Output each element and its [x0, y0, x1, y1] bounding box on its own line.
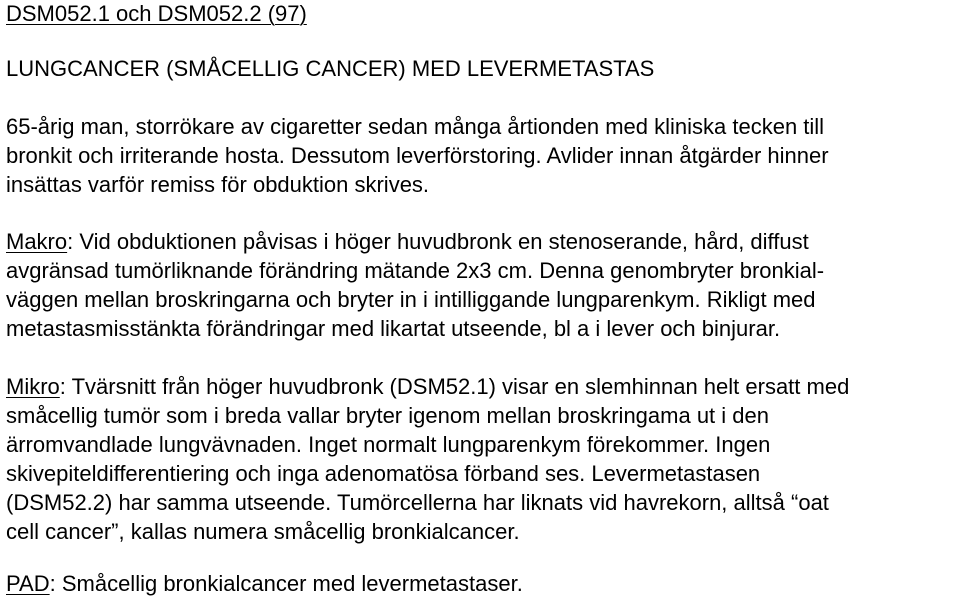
mikro-text: : Tvärsnitt från höger huvudbronk (DSM52.1) visar en slemhinnan helt ersatt med — [59, 374, 850, 399]
mikro-line: skivepiteldifferentiering och inga adenomatösa förband ses. Levermetastasen — [6, 461, 761, 486]
pad-text: : Småcellig bronkialcancer med levermetastaser. — [49, 571, 523, 596]
document-title: LUNGCANCER (SMÅCELLIG CANCER) MED LEVERMETASTAS — [6, 56, 655, 81]
pad-line — [6, 570, 523, 598]
makro-line — [6, 228, 809, 256]
mikro-line — [6, 373, 849, 401]
makro-line: metastasmisstänkta förändringar med likartat utseende, bl a i lever och binjurar. — [6, 316, 781, 341]
mikro-line: ärromvandlade lungvävnaden. Inget normalt lungparenkym förekommer. Ingen — [6, 432, 771, 457]
mikro-line: småcellig tumör som i breda vallar bryter igenom mellan broskringama ut i den — [6, 403, 769, 428]
history-line: 65-årig man, storrökare av cigaretter sedan många årtionden med kliniska tecken till — [6, 114, 825, 139]
mikro-line: (DSM52.2) har samma utseende. Tumörcellerna har liknats vid havrekorn, alltså “oat — [6, 490, 829, 515]
mikro-line: cell cancer”, kallas numera småcellig bronkialcancer. — [6, 519, 520, 544]
history-line: insättas varför remiss för obduktion skrives. — [6, 172, 430, 197]
history-line: bronkit och irriterande hosta. Dessutom leverförstoring. Avlider innan åtgärder hinner — [6, 143, 829, 168]
case-id-heading: DSM052.1 och DSM052.2 (97) — [6, 1, 307, 26]
makro-line: avgränsad tumörliknande förändring mätande 2x3 cm. Denna genombryter bronkial- — [6, 258, 825, 283]
pad-label: PAD — [6, 571, 50, 596]
mikro-label: Mikro — [6, 374, 60, 399]
makro-label: Makro — [6, 229, 68, 254]
makro-text: : Vid obduktionen påvisas i höger huvudbronk en stenoserande, hård, diffust — [67, 229, 809, 254]
makro-line: väggen mellan broskringarna och bryter in i intilliggande lungparenkym. Rikligt med — [6, 287, 816, 312]
